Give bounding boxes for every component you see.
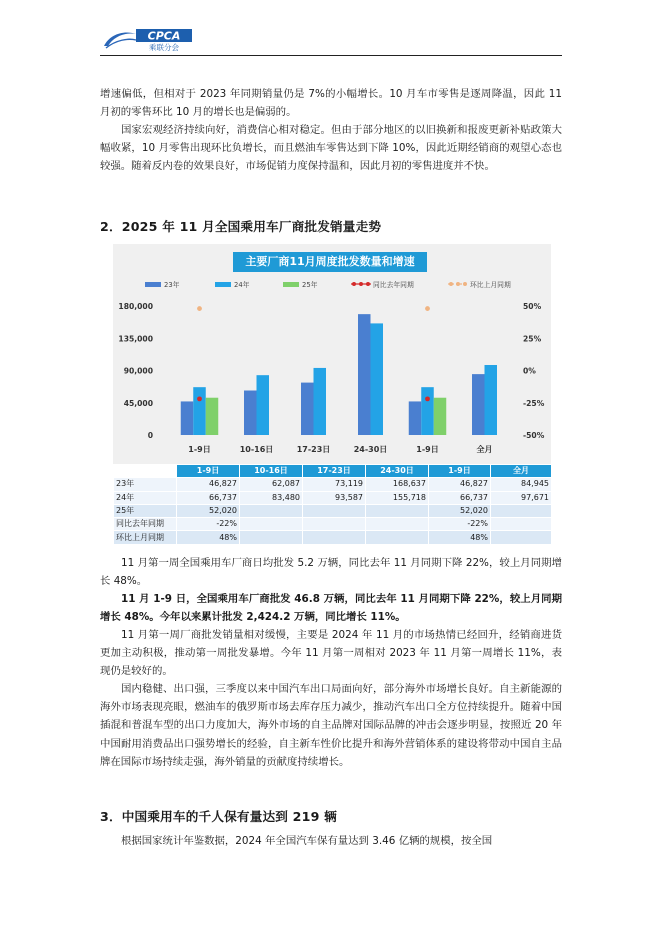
paragraph-top-2: 国家宏观经济持续向好，消费信心相对稳定。但由于部分地区的以旧换新和报废更新补贴政策大幅收紧，10 月零售出现环比负增长，而且燃油车零售达到下降 10%，因此近期经销商的观望心态也较强。随着反内卷的效果良好，市场促销力度保持温和，因此月初的零售进度并不快。 bbox=[100, 124, 562, 173]
bar bbox=[421, 387, 434, 435]
table-cell: 83,480 bbox=[240, 491, 303, 504]
table-cell: 97,671 bbox=[491, 491, 552, 504]
bar bbox=[434, 398, 447, 435]
y2-axis-tick-label: 25% bbox=[523, 334, 542, 344]
bar bbox=[371, 323, 384, 435]
table-cell: 52,020 bbox=[177, 504, 240, 517]
y2-axis-tick-label: 50% bbox=[523, 302, 542, 311]
x-axis-tick-label: 1-9日 bbox=[188, 445, 211, 454]
paragraph-mid-2: 11 月 1-9 日，全国乘用车厂商批发 46.8 万辆，同比去年 11 月同期下降 22%，较上月同期增长 48%。今年以来累计批发 2,424.2 万辆，同比增长 11%。 bbox=[100, 593, 562, 624]
table-row bbox=[114, 504, 552, 517]
paragraph-mid-1: 11 月第一周全国乘用车厂商日均批发 5.2 万辆，同比去年 11 月同期下降 22%，较上月同期增长 48%。 bbox=[100, 557, 562, 588]
paragraph-mid-3: 11 月第一周厂商批发销量相对缓慢，主要是 2024 年 11 月的市场热情已经回升，经销商进货更加主动积极，推动第一周批发暴增。今年 11 月第一周相对 2023 年 11 月第一周增长 11%，表现仍是较好的。 bbox=[100, 629, 562, 678]
batch-sales-table bbox=[113, 464, 552, 545]
table-header-row bbox=[114, 465, 552, 478]
legend-item-24: 24年 bbox=[215, 279, 249, 289]
table-row bbox=[114, 518, 552, 531]
line-point bbox=[197, 396, 202, 401]
line-point bbox=[425, 396, 430, 401]
legend-item-mom: 环比上月同期 bbox=[448, 279, 511, 289]
batch-sales-chart bbox=[113, 244, 551, 464]
table-cell bbox=[303, 518, 366, 531]
table-header-cell: 1-9日 bbox=[177, 465, 240, 478]
svg-text:乘联分会: 乘联分会 bbox=[149, 43, 179, 52]
table-cell: 24年 bbox=[114, 491, 177, 504]
table-cell bbox=[491, 504, 552, 517]
y2-axis-tick-label: 0% bbox=[523, 366, 536, 376]
table-row bbox=[114, 491, 552, 504]
y2-axis-tick-label: -25% bbox=[523, 398, 545, 408]
table-cell: 168,637 bbox=[366, 478, 429, 491]
legend-item-yoy: 同比去年同期 bbox=[351, 279, 414, 289]
table-cell: 93,587 bbox=[303, 491, 366, 504]
table-header-cell bbox=[114, 465, 177, 478]
table-row bbox=[114, 531, 552, 544]
table-cell: 48% bbox=[177, 531, 240, 544]
table-cell: 62,087 bbox=[240, 478, 303, 491]
table-cell bbox=[491, 518, 552, 531]
y-axis-tick-label: 180,000 bbox=[118, 302, 153, 311]
paragraph-top-1: 增速偏低，但相对于 2023 年同期销量仍是 7%的小幅增长。10 月车市零售是逐周降温，因此 11 月初的零售环比 10 月的增长也是偏弱的。 bbox=[100, 88, 562, 119]
line-point bbox=[425, 306, 430, 311]
y-axis-tick-label: 90,000 bbox=[123, 366, 153, 376]
bar bbox=[206, 398, 219, 435]
table-cell: 66,737 bbox=[177, 491, 240, 504]
table-cell: 23年 bbox=[114, 478, 177, 491]
chart-plot bbox=[113, 244, 551, 464]
table-cell: -22% bbox=[429, 518, 491, 531]
table-header-cell: 17-23日 bbox=[303, 465, 366, 478]
table-cell bbox=[303, 504, 366, 517]
paragraph-bottom: 根据国家统计年鉴数据，2024 年全国汽车保有量达到 3.46 亿辆的规模，按全国 bbox=[121, 835, 493, 847]
bar bbox=[244, 391, 257, 435]
cpca-logo bbox=[102, 26, 194, 52]
table-cell: -22% bbox=[177, 518, 240, 531]
table-header-cell: 10-16日 bbox=[240, 465, 303, 478]
section-2-heading: 2．2025 年 11 月全国乘用车厂商批发销量走势 bbox=[100, 219, 382, 234]
table-cell: 48% bbox=[429, 531, 491, 544]
y-axis-tick-label: 45,000 bbox=[123, 398, 153, 408]
paragraph-mid-4: 国内稳健、出口强，三季度以来中国汽车出口局面向好，部分海外市场增长良好。自主新能源的海外市场表现亮眼，燃油车的俄罗斯市场去库存压力减少，推动汽车出口全方位持续提升。随着中国插混和普混车型的出口力度加大，海外市场的自主品牌对国际品牌的冲击会逐步明显，按照近 20 年中国耐用消费品出口强势增长的经验，自主新车性价比提升和海外营销体系的建设将带动中国自主品牌在国际市场持续走强，海外销量的贡献度持续增长。 bbox=[100, 683, 562, 768]
bar bbox=[485, 365, 498, 435]
y-axis-tick-label: 0 bbox=[147, 431, 153, 440]
bar bbox=[257, 375, 270, 435]
table-cell bbox=[366, 531, 429, 544]
table-cell: 46,827 bbox=[177, 478, 240, 491]
table-header-cell: 1-9日 bbox=[429, 465, 491, 478]
table-cell: 25年 bbox=[114, 504, 177, 517]
table-cell bbox=[240, 504, 303, 517]
bar bbox=[301, 383, 314, 435]
section-3-heading: 3．中国乘用车的千人保有量达到 219 辆 bbox=[100, 809, 337, 824]
line-point bbox=[197, 306, 202, 311]
bar bbox=[181, 401, 194, 435]
bar bbox=[193, 387, 206, 435]
x-axis-tick-label: 10-16日 bbox=[239, 445, 274, 454]
x-axis-tick-label: 1-9日 bbox=[416, 445, 439, 454]
table-cell bbox=[303, 531, 366, 544]
table-row bbox=[114, 478, 552, 491]
y-axis-tick-label: 135,000 bbox=[118, 334, 153, 344]
table-cell bbox=[366, 518, 429, 531]
bar bbox=[472, 374, 485, 435]
x-axis-tick-label: 17-23日 bbox=[296, 445, 331, 454]
table-header-cell: 24-30日 bbox=[366, 465, 429, 478]
table-cell: 66,737 bbox=[429, 491, 491, 504]
table-cell: 84,945 bbox=[491, 478, 552, 491]
svg-text:CPCA: CPCA bbox=[147, 29, 181, 43]
x-axis-tick-label: 全月 bbox=[476, 445, 493, 454]
x-axis-tick-label: 24-30日 bbox=[353, 445, 388, 454]
bar bbox=[358, 314, 371, 435]
table-cell bbox=[491, 531, 552, 544]
bar bbox=[314, 368, 327, 435]
table-cell: 环比上月同期 bbox=[114, 531, 177, 544]
table-cell: 155,718 bbox=[366, 491, 429, 504]
legend-item-23: 23年 bbox=[145, 279, 179, 289]
table-cell: 52,020 bbox=[429, 504, 491, 517]
table-cell: 46,827 bbox=[429, 478, 491, 491]
bar bbox=[409, 401, 422, 435]
table-header-cell: 全月 bbox=[491, 465, 552, 478]
y2-axis-tick-label: -50% bbox=[523, 431, 545, 440]
table-cell bbox=[240, 518, 303, 531]
legend-item-25: 25年 bbox=[283, 279, 317, 289]
table-cell bbox=[240, 531, 303, 544]
table-cell: 同比去年同期 bbox=[114, 518, 177, 531]
header-rule bbox=[100, 55, 562, 56]
table-cell: 73,119 bbox=[303, 478, 366, 491]
table-cell bbox=[366, 504, 429, 517]
chart-title: 主要厂商11月周度批发数量和增速 bbox=[233, 252, 427, 272]
